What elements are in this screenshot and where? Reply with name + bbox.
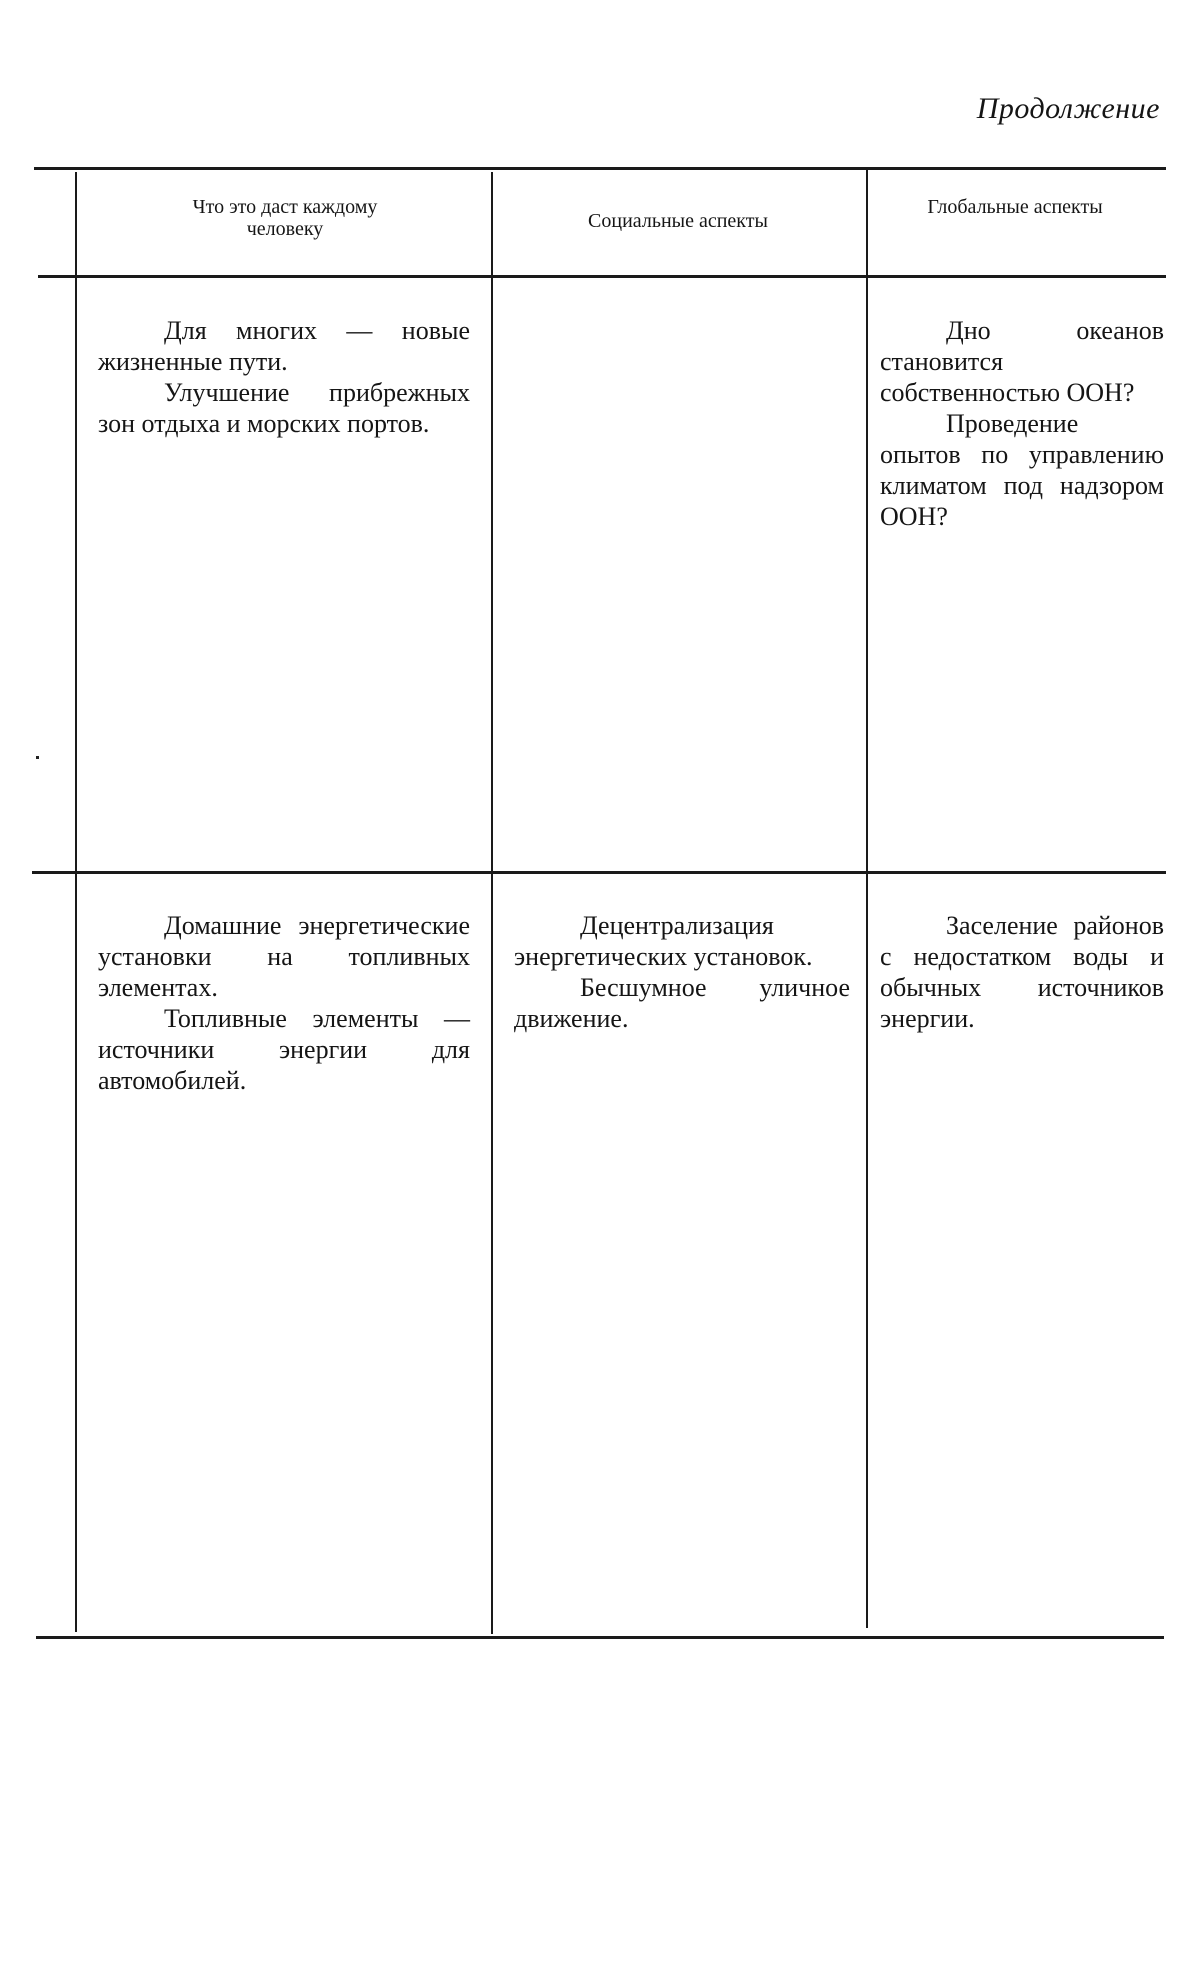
table-row-divider (32, 871, 1166, 874)
row-1-global-para-2: Проведение опытов по управлению климатом под надзором ООН? (880, 409, 1164, 531)
row-2-personal (98, 910, 470, 1096)
table-column-divider-2 (866, 168, 868, 1628)
row-1-personal-para-1: Для многих — новые жизненные пути. (98, 316, 470, 376)
page-mark (36, 756, 39, 759)
row-1-global-para-1: Дно океанов становится собственностью ООН? (880, 316, 1164, 407)
row-2-social-para-1: Децентрализация энергетических установок. (514, 911, 813, 971)
row-2-personal-para-2: Топливные элементы — источники энергии для автомобилей. (98, 1004, 470, 1095)
table-top-rule (34, 167, 1166, 170)
column-header-2: Социальные аспекты (588, 210, 768, 232)
row-1-personal-para-2: Улучшение прибрежных зон отдыха и морских портов. (98, 378, 470, 438)
row-2-global-para-1: Заселение районов с недостатком воды и обычных источников энергии. (880, 911, 1164, 1033)
row-2-social (514, 910, 850, 1034)
table-header-rule (38, 275, 1166, 278)
table-bottom-rule (36, 1636, 1164, 1639)
row-2-social-para-2: Бесшумное уличное движение. (514, 973, 850, 1033)
row-1-personal (98, 315, 470, 439)
column-header-1: Что это даст каждому человеку (192, 196, 378, 240)
row-1-global (880, 315, 1164, 532)
continuation-label: Продолжение (976, 92, 1160, 125)
row-2-personal-para-1: Домашние энергетические установки на топливных элементах. (98, 911, 470, 1002)
table-column-divider-1 (491, 172, 493, 1634)
row-2-global (880, 910, 1164, 1034)
column-header-3: Глобальные аспекты (927, 196, 1103, 218)
table-left-border (75, 172, 77, 1632)
